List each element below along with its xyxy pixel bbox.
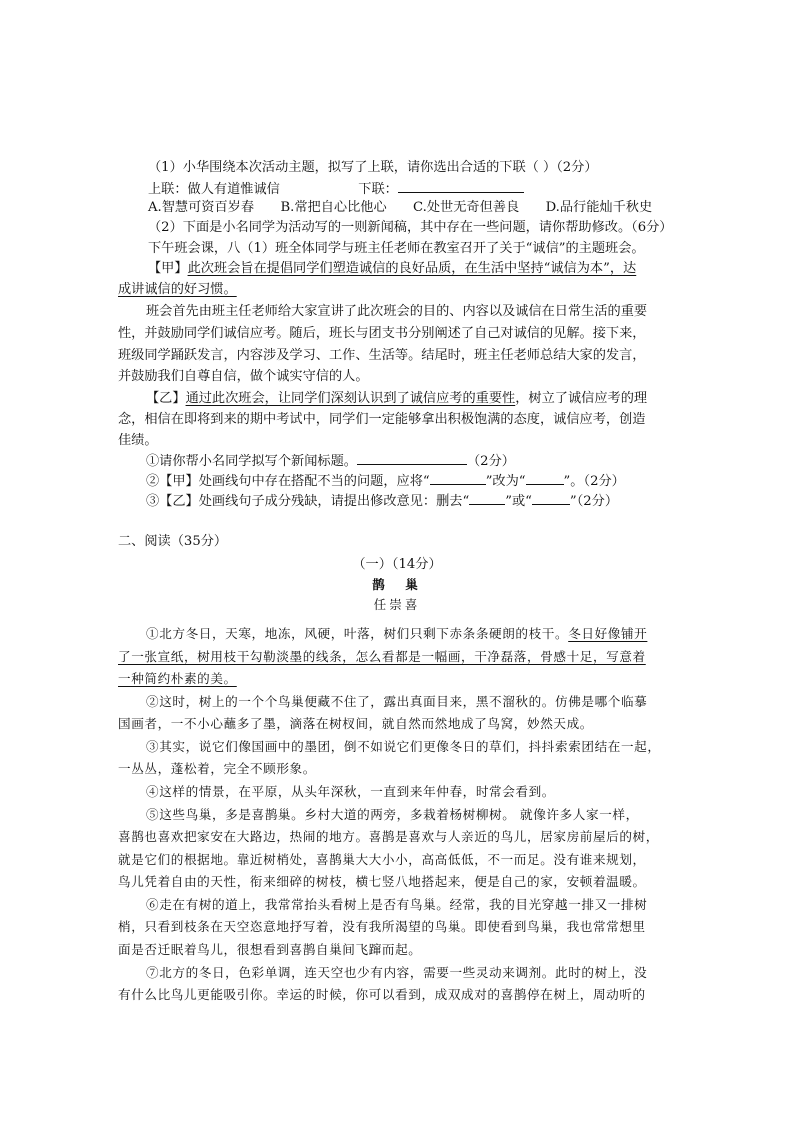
article-p1-line-3: 一种简约朴素的美。 xyxy=(118,671,237,686)
q2-sub2-blank-1[interactable] xyxy=(430,471,486,485)
q2-sub2 xyxy=(146,471,625,491)
article-title: 鹊 巢 xyxy=(372,577,422,592)
q2-sub3-text-a: ③【乙】处画线句子成分残缺，请提出修改意见：删去“ xyxy=(146,494,470,509)
q2-sub1-text: ①请你帮小名同学拟写个新闻标题。 xyxy=(146,454,357,469)
q1-option-d[interactable]: D.品行能灿千秋史 xyxy=(545,200,653,215)
q2-news-p1: 下午班会课，八（1）班全体同学与班主任老师在教室召开了关于“诚信”的主题班会。 xyxy=(148,241,645,256)
article-p6-line-3: 面是否迁眠着鸟儿，很想看到喜鹊自巢间飞蹿而起。 xyxy=(118,942,422,957)
article-p1-line-2: 了一张宣纸，树用枝干勾勒淡墨的线条，怎么看都是一幅画，干净磊落，骨感十足，写意着 xyxy=(118,649,646,664)
q2-news-p3-line-1: 班会首先由班主任老师给大家宣讲了此次班会的目的、内容以及诚信在日常生活的重要 xyxy=(146,304,648,319)
q1-options xyxy=(148,199,652,217)
q2-sub2-text-b: ”改为“ xyxy=(485,474,526,489)
article-p1-text: ①北方冬日，天寒，地冻，风硬，叶落，树们只剩下赤条条硬朗的枝干。 xyxy=(146,626,569,641)
q2-news-p3-line-3: 班级同学踊跃发言，内容涉及学习、工作、生活等。结尾时，班主任老师总结大家的发言， xyxy=(118,348,646,363)
article-p1-underlined: 冬日好像铺开 xyxy=(568,626,648,641)
q1-upper-label: 上联：做人有道惟诚信 xyxy=(148,182,280,197)
q2-sub1-score: （2分） xyxy=(467,454,515,469)
article-p3-line-1: ③其实，说它们像国画中的墨团，倒不如说它们更像冬日的草们，抖抖索索团结在一起， xyxy=(146,739,661,754)
q2-sub1-blank[interactable] xyxy=(357,451,467,465)
q2-sub2-blank-2[interactable] xyxy=(526,471,564,485)
q2-stem: （2）下面是小名同学为活动写的一则新闻稿，其中存在一些问题，请你帮助修改。（6分） xyxy=(148,220,673,235)
part-heading: （一）（14分） xyxy=(352,557,442,572)
q2-news-p3-line-4: 并鼓励我们自尊自信，做个诚实守信的人。 xyxy=(118,369,369,384)
q2-jia-line-2 xyxy=(118,281,237,299)
q1-option-b[interactable]: B.常把自心比他心 xyxy=(280,200,387,215)
q2-sub3-text-c: ”（2分） xyxy=(569,494,619,509)
article-p6-line-1: ⑥走在有树的道上，我常常抬头看树上是否有鸟巢。经常，我的目光穿越一排又一排树 xyxy=(146,897,648,912)
q2-sub2-text-c: ”。（2分） xyxy=(563,474,625,489)
q2-yi-line-2: 念，相信在即将到来的期中考试中，同学们一定能够拿出积极饱满的态度，诚信应考，创造 xyxy=(118,412,646,427)
article-p1-line-1 xyxy=(146,625,647,643)
article-p5-line-3: 就是它们的根据地。靠近树梢处，喜鹊巢大大小小，高高低低，不一而足。没有谁来规划， xyxy=(118,852,646,867)
q1-stem: （1）小华围绕本次活动主题，拟写了上联，请你选出合适的下联（ ）（2分） xyxy=(148,160,598,175)
article-p5-line-4: 鸟儿凭着自由的天性，衔来细碎的树枝，横七竖八地搭起来，便是自己的家，安顿着温暖。 xyxy=(118,874,646,889)
q2-jia-line-1 xyxy=(148,260,636,278)
article-p3-line-2: 一丛丛，蓬松着，完全不顾形象。 xyxy=(118,761,316,776)
q2-yi-line-1 xyxy=(146,390,647,408)
article-p2-line-2: 国画者，一不小心蘸多了墨，滴落在树杈间，就自然而然地成了鸟窝，妙然天成。 xyxy=(118,716,593,731)
q2-yi-line-3: 佳绩。 xyxy=(118,433,158,448)
q2-news-p3-line-2: 性，并鼓励同学们诚信应考。随后，班长与团支书分别阐述了自己对诚信的见解。接下来， xyxy=(118,326,646,341)
q2-yi-mark: 【乙】 xyxy=(146,391,186,406)
q1-option-a[interactable]: A.智慧可资百岁春 xyxy=(148,200,255,215)
q1-lower-blank[interactable] xyxy=(398,179,524,193)
article-p4-line-1: ④这样的情景，在平原，从头年深秋，一直到来年仲春，时常会看到。 xyxy=(146,784,556,799)
q2-sub3-blank-1[interactable] xyxy=(469,491,505,505)
q2-yi-sentence: 通过此次班会，让同学们深刻认识到了诚信应考的重要性 xyxy=(185,391,516,406)
q2-yi-sentence-rest: ，树立了诚信应考的理 xyxy=(515,391,648,406)
q2-sub3 xyxy=(146,491,618,511)
q1-upper-couplet xyxy=(148,179,524,199)
q2-jia-mark: 【甲】 xyxy=(148,261,188,276)
article-p5-line-1: ⑤这些鸟巢，多是喜鹊巢。乡村大道的两旁，多栽着杨树柳树。 就像许多人家一样， xyxy=(146,807,639,822)
q2-jia-sentence-2: 成讲诚信的好习惯。 xyxy=(118,282,237,297)
q1-lower-label: 下联： xyxy=(358,182,398,197)
q2-sub2-text-a: ②【甲】处画线句中存在搭配不当的问题，应将“ xyxy=(146,474,430,489)
q2-jia-sentence-1: 此次班会旨在提倡同学们塑造诚信的良好品质，在生活中坚持“诚信为本”，达 xyxy=(187,261,637,276)
article-p6-line-2: 梢，只看到枝条在天空恣意地抒写着，没有我所渴望的鸟巢。即使看到鸟巢，我也常常想里 xyxy=(118,919,646,934)
q2-sub1 xyxy=(146,451,515,471)
article-p7-line-1: ⑦北方的冬日，色彩单调，连天空也少有内容，需要一些灵动来调剂。此时的树上，没 xyxy=(146,965,648,980)
q1-option-c[interactable]: C.处世无奇但善良 xyxy=(413,200,520,215)
article-p7-line-2: 有什么比鸟儿更能吸引你。幸运的时候，你可以看到，成双成对的喜鹊停在树上，周动听的 xyxy=(118,987,646,1002)
article-p2-line-1: ②这时，树上的一个个鸟巢便藏不住了，露出真面目来，黑不溜秋的。仿佛是哪个临摹 xyxy=(146,694,648,709)
q2-sub3-blank-2[interactable] xyxy=(532,491,570,505)
q2-sub3-text-b: ”或“ xyxy=(505,494,532,509)
article-p5-line-2: 喜鹊也喜欢把家安在大路边，热闹的地方。喜鹊是喜欢与人亲近的鸟儿，居家房前屋后的树， xyxy=(118,829,659,844)
article-author: 任崇喜 xyxy=(373,597,421,612)
section-heading: 二、阅读（35分） xyxy=(118,534,228,549)
